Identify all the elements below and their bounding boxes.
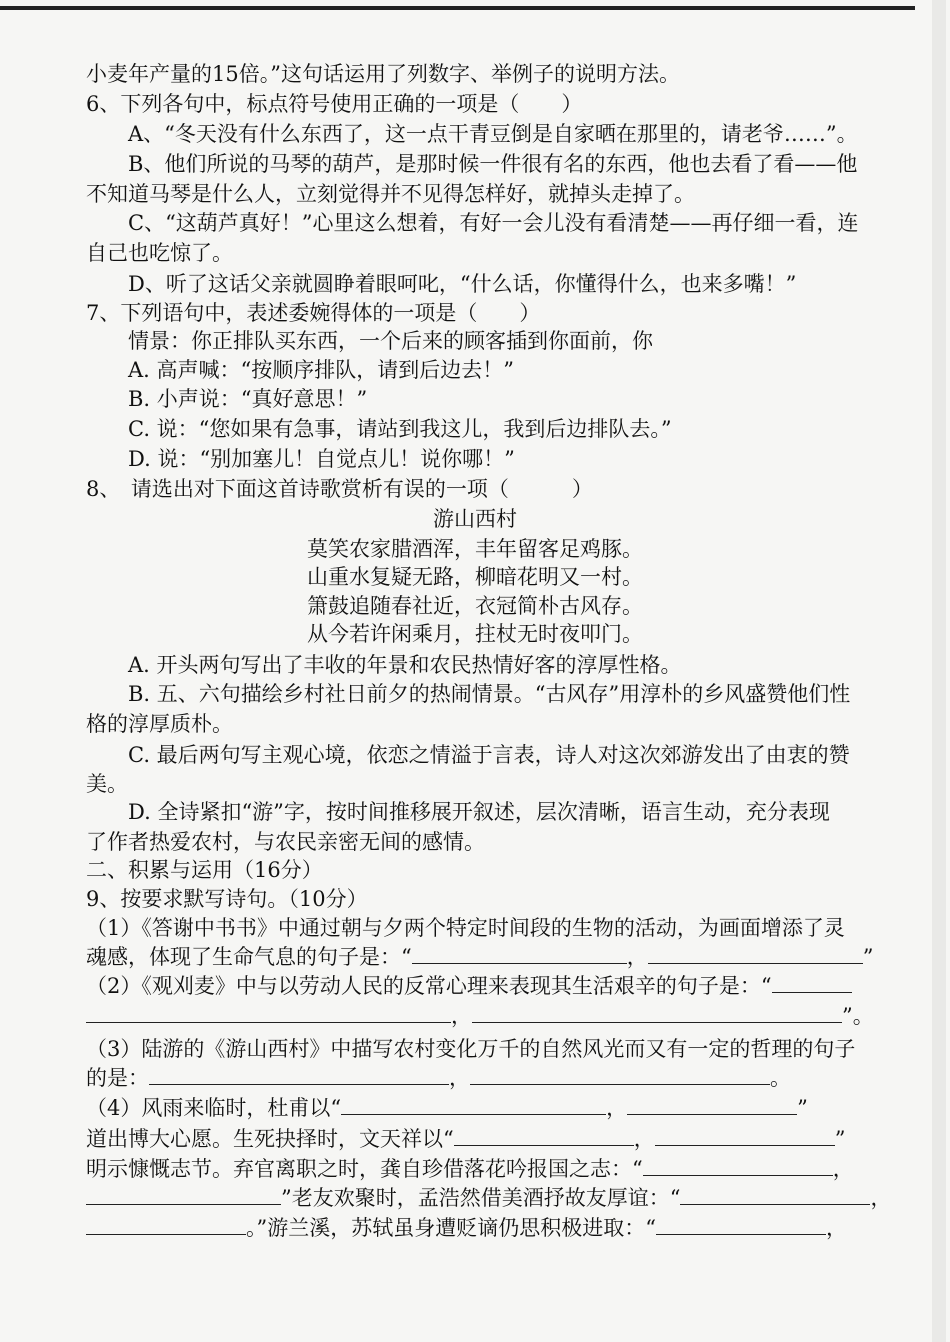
answer-blank[interactable] (412, 943, 627, 964)
poem-line: 山重水复疑无路，柳暗花明又一村。 (307, 565, 643, 589)
answer-blank[interactable] (472, 1002, 842, 1023)
q7-option-c: C. 说：“您如果有急事，请站到我这儿，我到后边排队去。” (128, 417, 672, 441)
page-edge (932, 0, 946, 1342)
poem-line: 莫笑农家腊酒浑，丰年留客足鸡豚。 (307, 537, 643, 561)
answer-blank[interactable] (627, 1094, 797, 1115)
text-segment: ， (451, 1004, 472, 1028)
text-segment: 魂感，体现了生命气息的句子是：“ (86, 945, 412, 969)
text-line: 了作者热爱农村，与农民亲密无间的感情。 (86, 830, 485, 854)
text-segment: ” (797, 1096, 808, 1120)
q6-option-d: D、听了这话父亲就圆睁着眼呵叱，“什么话，你懂得什么，也来多嘴！” (128, 272, 797, 296)
answer-blank[interactable] (86, 1214, 246, 1235)
answer-blank[interactable] (772, 972, 852, 993)
q6-option-c: C、“这葫芦真好！”心里这么想着，有好一会儿没有看清楚——再仔细一看，连 (128, 211, 859, 235)
text-segment: 道出博大心愿。生死抉择时，文天祥以“ (86, 1127, 454, 1151)
text-segment: 的是： (86, 1066, 149, 1090)
text-segment: ， (633, 1127, 655, 1151)
text-segment: 明示慷慨志节。弃官离职之时，龚自珍借落花吟报国之志：“ (86, 1157, 643, 1181)
answer-blank[interactable] (149, 1064, 449, 1085)
text-line: 美。 (86, 772, 128, 796)
q6-option-b: B、他们所说的马琴的葫芦，是那时候一件很有名的东西，他也去看了看——他 (128, 152, 858, 176)
q9-item-4-fill (86, 1184, 891, 1212)
text-segment: ”老友欢聚时，孟浩然借美酒抒故友厚谊：“ (281, 1186, 681, 1210)
answer-blank[interactable] (454, 1125, 634, 1146)
text-segment: （2）《观刈麦》中与以劳动人民的反常心理来表现其生活艰辛的句子是：“ (86, 974, 772, 998)
top-rule (0, 6, 915, 10)
text-segment: ， (626, 945, 648, 969)
answer-blank[interactable] (341, 1094, 606, 1115)
text-segment: （4）风雨来临时，杜甫以“ (86, 1096, 342, 1120)
q7-option-b: B. 小声说：“真好意思！” (128, 387, 368, 411)
question-9: 9、按要求默写诗句。（10分） (86, 887, 368, 911)
q9-item-4 (86, 1094, 808, 1122)
q9-item-4-fill (86, 1155, 854, 1183)
answer-blank[interactable] (643, 1155, 833, 1176)
q8-option-a: A. 开头两句写出了丰收的年景和农民热情好客的淳厚性格。 (128, 653, 682, 677)
text-line: 不知道马琴是什么人，立刻觉得并不见得怎样好，就掉头走掉了。 (86, 182, 695, 206)
q9-item-4-fill (86, 1125, 845, 1153)
answer-blank[interactable] (656, 1214, 826, 1235)
question-8: 8、 请选出对下面这首诗歌赏析有误的一项（ ） (86, 477, 593, 501)
text-segment: ， (832, 1157, 854, 1181)
question-6: 6、下列各句中，标点符号使用正确的一项是（ ） (86, 92, 583, 116)
q9-item-3: （3）陆游的《游山西村》中描写农村变化万千的自然风光而又有一定的哲理的句子 (86, 1037, 856, 1061)
text-segment: ” (862, 945, 874, 969)
answer-blank[interactable] (86, 1002, 451, 1023)
text-segment: ， (825, 1216, 847, 1240)
q6-option-a: A、“冬天没有什么东西了，这一点干青豆倒是自家晒在那里的，请老爷……”。 (128, 122, 858, 146)
text-segment: ， (449, 1066, 470, 1090)
q8-option-c: C. 最后两句写主观心境，依恋之情溢于言表，诗人对这次郊游发出了由衷的赞 (128, 743, 850, 767)
answer-blank[interactable] (648, 943, 863, 964)
q9-item-1: （1）《答谢中书书》中通过朝与夕两个特定时间段的生物的活动，为画面增添了灵 (86, 916, 845, 940)
q8-option-d: D. 全诗紧扣“游”字，按时间推移展开叙述，层次清晰，语言生动，充分表现 (128, 800, 830, 824)
q7-scenario: 情景：你正排队买东西，一个后来的顾客插到你面前，你 (128, 329, 653, 353)
answer-blank[interactable] (86, 1184, 281, 1205)
q9-item-2 (86, 972, 852, 1000)
text-segment: 。”游兰溪，苏轼虽身遭贬谪仍思积极进取：“ (246, 1216, 656, 1240)
text-line: 自己也吃惊了。 (86, 241, 233, 265)
q8-option-b: B. 五、六句描绘乡村社日前夕的热闹情景。“古风存”用淳朴的乡风盛赞他们性 (128, 682, 851, 706)
text-segment: ， (606, 1096, 628, 1120)
q9-item-4-fill (86, 1214, 847, 1242)
section-heading: 二、积累与运用（16分） (86, 858, 323, 882)
text-segment: ”。 (842, 1004, 874, 1028)
text-segment: 。 (770, 1066, 791, 1090)
q9-item-1-fill (86, 943, 874, 971)
answer-blank[interactable] (655, 1125, 835, 1146)
answer-blank[interactable] (680, 1184, 870, 1205)
text-segment: ” (834, 1127, 846, 1151)
q9-item-3-fill (86, 1064, 791, 1092)
answer-blank[interactable] (470, 1064, 770, 1085)
text-line: 小麦年产量的15倍。”这句话运用了列数字、举例子的说明方法。 (86, 62, 680, 86)
poem-title: 游山西村 (433, 507, 517, 531)
poem-line: 从今若许闲乘月，拄杖无时夜叩门。 (307, 622, 643, 646)
question-7: 7、下列语句中，表述委婉得体的一项是（ ） (86, 301, 541, 325)
q7-option-a: A. 高声喊：“按顺序排队，请到后边去！” (128, 358, 514, 382)
text-line: 格的淳厚质朴。 (86, 712, 233, 736)
q7-option-d: D. 说：“别加塞儿！自觉点儿！说你哪！” (128, 447, 515, 471)
poem-line: 箫鼓追随春社近，衣冠简朴古风存。 (307, 594, 643, 618)
text-segment: ， (870, 1186, 892, 1210)
q9-item-2-fill (86, 1002, 874, 1030)
